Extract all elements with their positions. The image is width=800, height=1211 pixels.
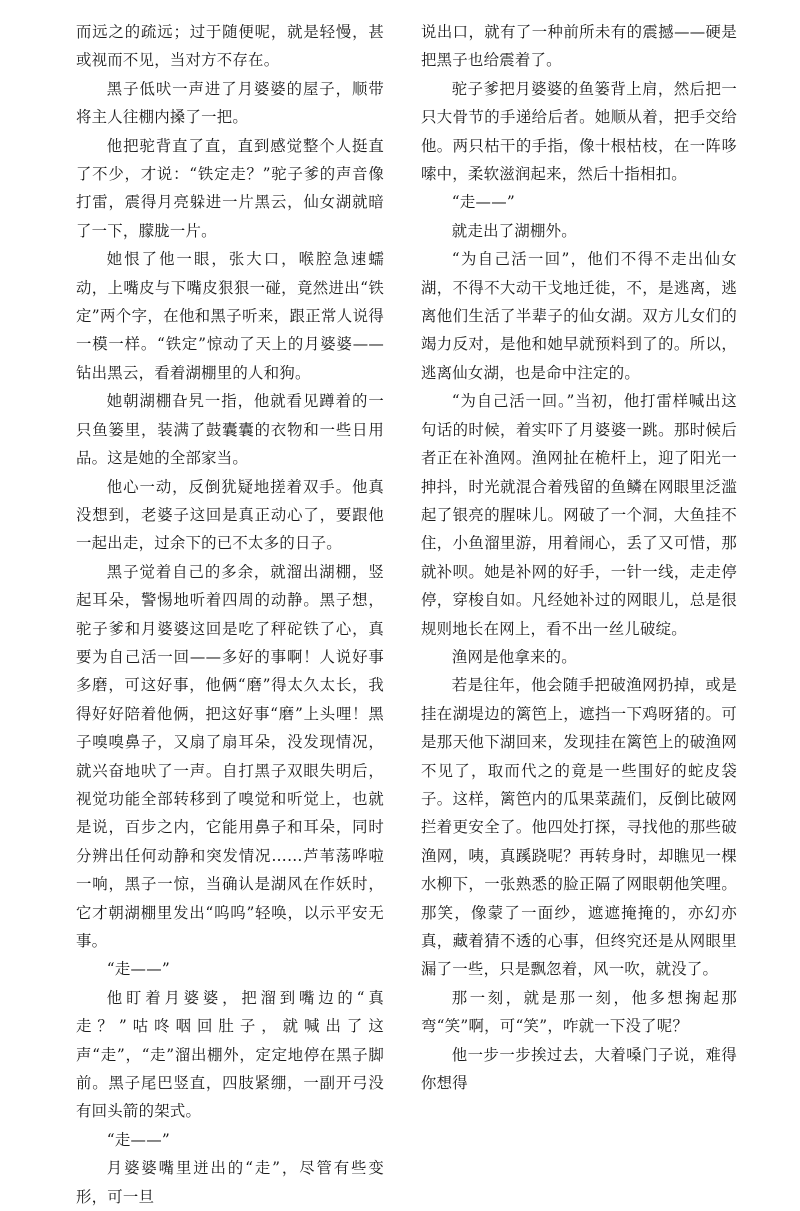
paragraph: 她朝湖棚旮旯一指，他就看见蹲着的一只鱼篓里，装满了鼓囊囊的衣物和一些日用品。这是她的全部家当。 [76, 392, 384, 468]
paragraph: 黑子觉着自己的多余，就溜出湖棚，竖起耳朵，警惕地听着四周的动静。黑子想，驼子爹和月婆婆这回是吃了秤砣铁了心，真要为自己活一回——多好的事啊！人说好事多磨，可这好事，他俩“磨”得太久太长，我得好好陪着他俩，把这好事“磨”上头哩！黑子嗅嗅鼻子，又扇了扇耳朵，没发现情况，就兴奋地吠了一声。自打黑子双眼失明后，视觉功能全部转移到了嗅觉和听觉上，也就是说，百步之内，它能用鼻子和耳朵，同时分辨出任何动静和突发情况……芦苇荡哗啦一响，黑子一惊，当确认是湖风在作妖时，它才朝湖棚里发出“呜呜”轻唤，以示平安无事。 [76, 562, 384, 950]
paragraph: 而远之的疏远；过于随便呢，就是轻慢，甚或视而不见，当对方不存在。 [76, 23, 384, 70]
paragraph: “为自己活一回”，他们不得不走出仙女湖，不得不大动干戈地迁徙，不，是逃离，逃离他们生活了半辈子的仙女湖。双方儿女们的竭力反对，是他和她早就预料到了的。所以，逃离仙女湖，也是命中注定的。 [421, 250, 737, 382]
paragraph: 他把驼背直了直，直到感觉整个人挺直了不少，才说：“铁定走？”驼子爹的声音像打雷，震得月亮躲进一片黑云，仙女湖就暗了一下，朦胧一片。 [76, 136, 384, 240]
paragraph: 他心一动，反倒犹疑地搓着双手。他真没想到，老婆子这回是真正动心了，要跟他一起出走，过余下的已不太多的日子。 [76, 477, 384, 553]
paragraph: 月婆婆嘴里迸出的“走”，尽管有些变形，可一旦 [76, 1159, 384, 1206]
paragraph: 那一刻，就是那一刻，他多想掬起那弯“笑”啊，可“笑”，咋就一下没了呢？ [421, 988, 737, 1036]
paragraph: 就走出了湖棚外。 [451, 221, 577, 240]
left-text-column [76, 18, 384, 1211]
paragraph: 渔网是他拿来的。 [451, 647, 577, 666]
paragraph: 他盯着月婆婆，把溜到嘴边的“真走？”咕咚咽回肚子，就喊出了这声“走”，“走”溜出棚外，定定地停在黑子脚前。黑子尾巴竖直，四肢紧绷，一副开弓没有回头箭的架式。 [76, 988, 384, 1121]
paragraph: 她恨了他一眼，张大口，喉腔急速蠕动，上嘴皮与下嘴皮狠狠一碰，竟然进出“铁定”两个字，在他和黑子听来，跟正常人说得一模一样。“铁定”惊动了天上的月婆婆——钻出黑云，看着湖棚里的人和狗。 [76, 250, 384, 382]
paragraph: 说出口，就有了一种前所未有的震撼——硬是把黑子也给震着了。 [421, 23, 737, 70]
right-text-column [421, 18, 737, 1097]
paragraph: “走——” [106, 960, 170, 979]
paragraph: 驼子爹把月婆婆的鱼篓背上肩，然后把一只大骨节的手递给后者。她顺从着，把手交给他。两只枯干的手指，像十根枯枝，在一阵哆嗦中，柔软滋润起来，然后十指相扣。 [421, 79, 737, 184]
paragraph: “为自己活一回。”当初，他打雷样喊出这句话的时候，着实吓了月婆婆一跳。那时候后者正在补渔网。渔网扯在桅杆上，迎了阳光一抻抖，时光就混合着残留的鱼鳞在网眼里泛滥起了银亮的腥味儿。网破了一个洞，大鱼挂不住，小鱼溜里游，用着闹心，丢了又可惜，那就补呗。她是补网的好手，一针一线，走走停停，穿梭自如。凡经她补过的网眼儿，总是很规则地长在网上，看不出一丝儿破绽。 [421, 392, 737, 638]
paragraph: 他一步一步挨过去，大着嗓门子说，难得你想得 [421, 1045, 737, 1093]
paragraph: 若是往年，他会随手把破渔网扔掉，或是挂在湖堤边的篱笆上，遮挡一下鸡呀猪的。可是那天他下湖回来，发现挂在篱笆上的破渔网不见了，取而代之的竟是一些围好的蛇皮袋子。这样，篱笆内的瓜果菜蔬们，反倒比破网拦着更安全了。他四处打探，寻找他的那些破渔网，咦，真蹊跷呢？再转身时，却瞧见一棵水柳下，一张熟悉的脸正隔了网眼朝他笑哩。那笑，像蒙了一面纱，遮遮掩掩的，亦幻亦真，藏着猜不透的心事，但终究还是从网眼里漏了一些，只是飘忽着，风一吹，就没了。 [421, 676, 737, 979]
paragraph: “走——” [451, 193, 515, 212]
paragraph: “走——” [106, 1130, 170, 1149]
paragraph: 黑子低吠一声进了月婆婆的屋子，顺带将主人往棚内搡了一把。 [76, 79, 384, 127]
